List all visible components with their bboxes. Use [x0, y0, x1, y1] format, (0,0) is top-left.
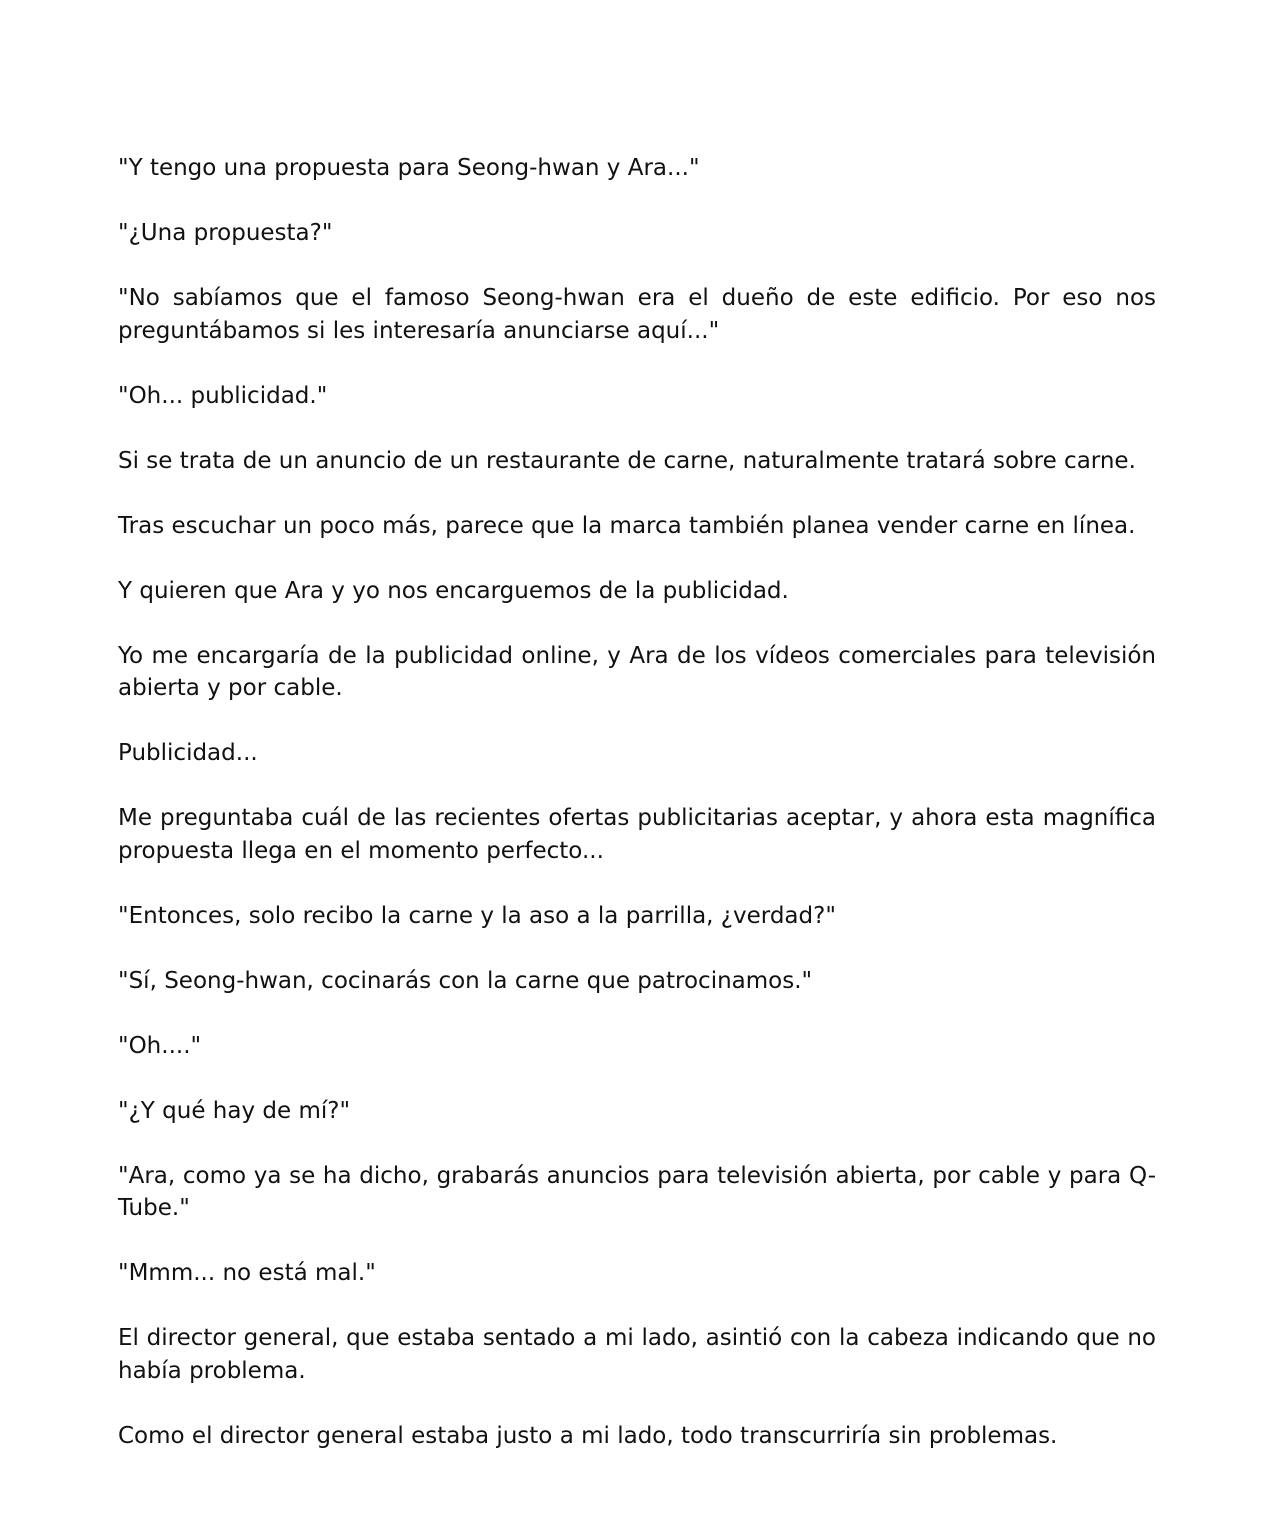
paragraph: Publicidad...: [118, 740, 258, 766]
paragraph: "Y tengo una propuesta para Seong-hwan y Ara...": [118, 155, 700, 181]
paragraph: Si se trata de un anuncio de un restaurante de carne, naturalmente tratará sobre carne.: [118, 447, 1136, 474]
paragraph: "Entonces, solo recibo la carne y la aso a la parrilla, ¿verdad?": [118, 902, 836, 929]
paragraph: "¿Y qué hay de mí?": [118, 1097, 351, 1124]
paragraph: Como el director general estaba justo a mi lado, todo transcurriría sin problemas.: [118, 1422, 1058, 1449]
paragraph: "Oh....": [118, 1032, 202, 1059]
paragraph: El director general, que estaba sentado a mi lado, asintió con la cabeza indicando que no había problema.: [118, 1325, 1156, 1384]
document-body: [118, 152, 1156, 1485]
paragraph: "Sí, Seong-hwan, cocinarás con la carne que patrocinamos.": [118, 967, 813, 994]
paragraph: Y quieren que Ara y yo nos encarguemos de la publicidad.: [118, 577, 789, 604]
paragraph: "Ara, como ya se ha dicho, grabarás anuncios para televisión abierta, por cable y para Q-Tube.": [118, 1162, 1156, 1221]
paragraph: Tras escuchar un poco más, parece que la marca también planea vender carne en línea.: [118, 512, 1136, 539]
paragraph: "Mmm... no está mal.": [118, 1260, 376, 1286]
paragraph: "¿Una propuesta?": [118, 220, 333, 246]
paragraph: Me preguntaba cuál de las recientes ofertas publicitarias aceptar, y ahora esta magnífica propuesta llega en el momento perfecto...: [118, 805, 1156, 864]
paragraph: "No sabíamos que el famoso Seong-hwan era el dueño de este edificio. Por eso nos preguntábamos si les interesaría anunciarse aquí...": [118, 285, 1156, 344]
paragraph: Yo me encargaría de la publicidad online, y Ara de los vídeos comerciales para televisión abierta y por cable.: [118, 642, 1156, 701]
paragraph: "Oh... publicidad.": [118, 382, 328, 409]
